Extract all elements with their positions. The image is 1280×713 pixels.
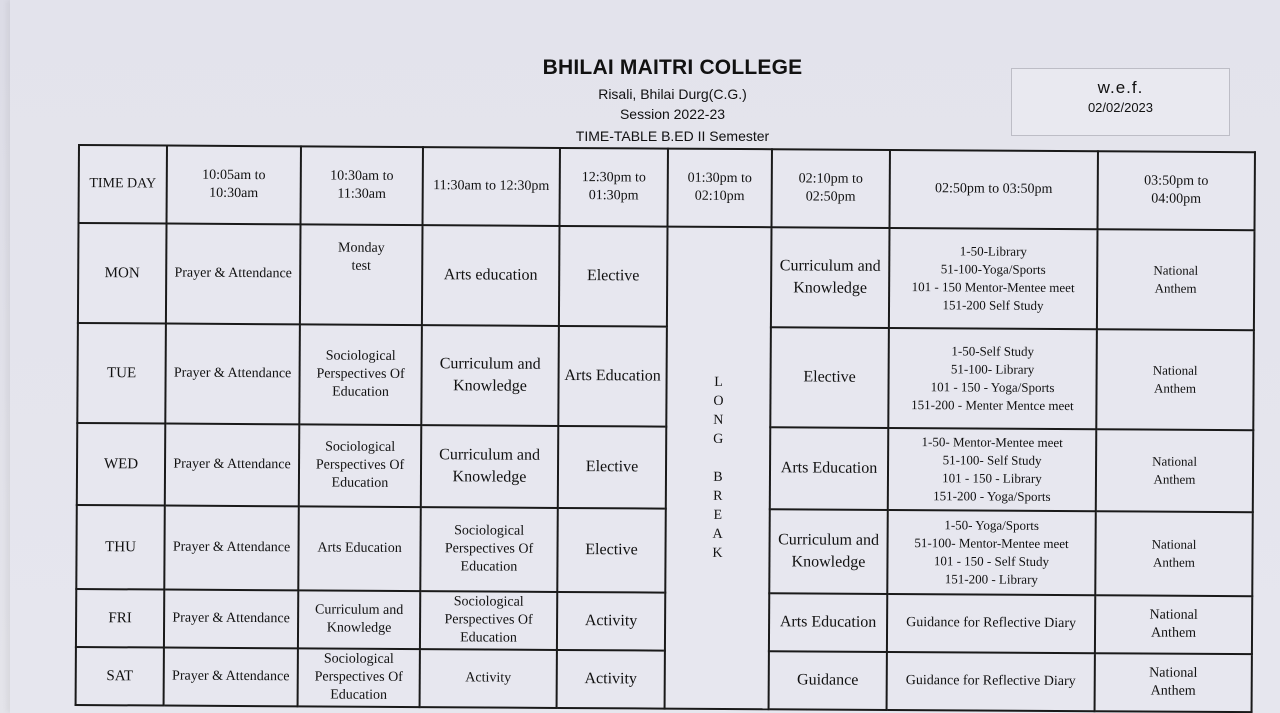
slot-label: 02:50pm to 03:50pm bbox=[934, 181, 1053, 197]
class-text: 1-50-Library 51-100-Yoga/Sports 101 - 150 Mentor-Mentee meet 151-200 Self Study bbox=[911, 243, 1075, 313]
class-cell bbox=[769, 509, 888, 594]
class-cell bbox=[887, 510, 1096, 595]
slot-header bbox=[423, 147, 560, 226]
class-text: Sociological Perspectives Of Education bbox=[316, 348, 405, 400]
class-text: Guidance for Reflective Diary bbox=[906, 615, 1077, 632]
class-text: 1-50- Mentor-Mentee meet 51-100- Self Study 101 - 150 - Library 151-200 - Yoga/Sports bbox=[921, 434, 1063, 504]
class-text: Activity bbox=[465, 670, 512, 686]
class-text: 1-50-Self Study 51-100- Library 101 - 150 - Yoga/Sports 151-200 - Menter Mentce meet bbox=[911, 343, 1074, 414]
college-address: Risali, Bhilai Durg(C.G.) bbox=[598, 86, 747, 102]
class-cell bbox=[1095, 511, 1253, 596]
class-text: Guidance for Reflective Diary bbox=[905, 673, 1076, 690]
session-label: Session 2022-23 bbox=[619, 106, 726, 122]
slot-label: 02:10pm to 02:50pm bbox=[798, 171, 863, 205]
class-text: National Anthem bbox=[1149, 607, 1198, 641]
day-cell: THU bbox=[76, 505, 165, 590]
class-cell bbox=[770, 427, 888, 510]
class-text: Arts Education bbox=[317, 540, 402, 556]
class-cell bbox=[298, 590, 420, 649]
corner-header: TIME DAY bbox=[79, 145, 167, 224]
timetable bbox=[75, 144, 1256, 713]
class-cell bbox=[770, 327, 889, 428]
class-cell bbox=[559, 226, 668, 327]
class-text: Activity bbox=[584, 612, 638, 630]
class-cell bbox=[166, 224, 301, 325]
class-text: Monday test bbox=[337, 240, 385, 274]
class-cell bbox=[299, 424, 421, 507]
slot-header bbox=[560, 148, 668, 227]
class-cell bbox=[889, 228, 1098, 329]
class-text: Arts Education bbox=[564, 366, 661, 385]
class-cell bbox=[420, 649, 557, 708]
day-cell: SAT bbox=[76, 647, 164, 706]
slot-header bbox=[890, 150, 1098, 229]
slot-header bbox=[1097, 151, 1254, 230]
wef-box bbox=[1011, 68, 1230, 136]
class-cell bbox=[165, 324, 300, 425]
day-cell: MON bbox=[78, 223, 167, 324]
class-text: 1-50- Yoga/Sports 51-100- Mentor-Mentee meet 101 - 150 - Self Study 151-200 - Library bbox=[914, 517, 1069, 587]
class-cell bbox=[164, 648, 298, 707]
class-text: Curriculum and Knowledge bbox=[439, 446, 541, 486]
class-text: Curriculum and Knowledge bbox=[779, 257, 881, 297]
class-cell bbox=[557, 592, 665, 651]
class-text: Guidance bbox=[797, 671, 859, 689]
class-text: National Anthem bbox=[1152, 362, 1198, 396]
class-text: Elective bbox=[803, 368, 856, 386]
class-text: Sociological Perspectives Of Education bbox=[444, 523, 534, 575]
row-tue bbox=[77, 323, 1254, 430]
class-text: Prayer & Attendance bbox=[172, 668, 290, 685]
class-cell bbox=[558, 426, 666, 509]
slot-header bbox=[668, 149, 772, 228]
long-break-text: L O N G B R E A K bbox=[712, 374, 724, 561]
class-text: Elective bbox=[585, 458, 639, 476]
class-cell bbox=[558, 326, 667, 427]
row-thu bbox=[76, 505, 1252, 596]
class-cell bbox=[420, 591, 557, 650]
class-text: Prayer & Attendance bbox=[174, 265, 292, 282]
class-cell bbox=[1096, 429, 1253, 512]
slot-label: 10:05am to 10:30am bbox=[202, 167, 266, 202]
class-text: Prayer & Attendance bbox=[172, 610, 290, 627]
class-cell bbox=[888, 328, 1097, 429]
class-cell bbox=[1096, 329, 1254, 430]
class-text: Arts Education bbox=[780, 459, 878, 477]
slot-label: 01:30pm to 02:10pm bbox=[687, 170, 752, 205]
row-wed bbox=[77, 423, 1253, 512]
class-text: Prayer & Attendance bbox=[173, 365, 292, 382]
timetable-subtitle: TIME-TABLE B.ED II Semester bbox=[575, 128, 770, 144]
class-cell bbox=[557, 508, 666, 593]
class-text: National Anthem bbox=[1151, 536, 1197, 570]
class-cell bbox=[420, 507, 558, 592]
class-text: Curriculum and Knowledge bbox=[778, 531, 880, 571]
slot-header bbox=[167, 146, 301, 225]
class-cell bbox=[888, 428, 1096, 511]
class-text: Sociological Perspectives Of Education bbox=[314, 651, 403, 703]
row-mon bbox=[78, 223, 1255, 330]
class-text: Arts Education bbox=[779, 613, 877, 631]
class-cell bbox=[771, 227, 890, 328]
wef-date: 02/02/2023 bbox=[1087, 100, 1154, 115]
long-break-cell bbox=[665, 227, 772, 710]
class-cell bbox=[887, 594, 1095, 653]
slot-label: 12:30pm to 01:30pm bbox=[581, 170, 646, 204]
slot-label: 11:30am to 12:30pm bbox=[433, 178, 550, 194]
class-text: National Anthem bbox=[1152, 453, 1198, 487]
class-text: Sociological Perspectives Of Education bbox=[315, 439, 405, 491]
class-text: Curriculum and Knowledge bbox=[314, 602, 404, 636]
day-cell: TUE bbox=[77, 323, 166, 424]
class-text: Sociological Perspectives Of Education bbox=[444, 594, 533, 646]
class-cell bbox=[164, 590, 298, 649]
class-text: National Anthem bbox=[1153, 262, 1199, 296]
class-text: Prayer & Attendance bbox=[172, 539, 291, 556]
day-cell: WED bbox=[77, 423, 165, 506]
class-cell bbox=[165, 424, 299, 507]
class-cell bbox=[557, 650, 665, 709]
class-cell bbox=[1095, 595, 1252, 654]
college-title: BHILAI MAITRI COLLEGE bbox=[542, 56, 803, 79]
class-text: Arts education bbox=[443, 266, 538, 284]
class-text: National Anthem bbox=[1149, 665, 1198, 699]
class-cell bbox=[300, 224, 423, 325]
class-cell bbox=[421, 425, 558, 508]
class-cell bbox=[421, 325, 559, 426]
row-sat bbox=[76, 647, 1252, 712]
slot-label: 03:50pm to 04:00pm bbox=[1144, 173, 1209, 207]
class-text: Elective bbox=[585, 541, 638, 559]
class-cell bbox=[769, 593, 887, 652]
class-cell bbox=[887, 652, 1095, 711]
header-row bbox=[79, 145, 1255, 230]
row-fri bbox=[76, 589, 1252, 654]
class-cell bbox=[1097, 229, 1255, 330]
class-cell bbox=[769, 651, 887, 710]
wef-label: w.e.f. bbox=[1097, 78, 1144, 97]
day-cell: FRI bbox=[76, 589, 164, 648]
slot-header bbox=[772, 149, 890, 228]
class-cell bbox=[422, 225, 560, 326]
class-cell bbox=[298, 506, 421, 591]
class-text: Activity bbox=[584, 670, 638, 688]
slot-label: 10:30am to 11:30am bbox=[330, 168, 394, 202]
slot-header bbox=[301, 146, 423, 225]
class-cell bbox=[164, 506, 299, 591]
class-cell bbox=[298, 648, 420, 707]
class-text: Elective bbox=[586, 267, 640, 285]
class-cell bbox=[299, 324, 422, 425]
class-cell bbox=[1095, 653, 1252, 712]
class-text: Prayer & Attendance bbox=[173, 456, 291, 473]
class-text: Curriculum and Knowledge bbox=[439, 355, 541, 395]
